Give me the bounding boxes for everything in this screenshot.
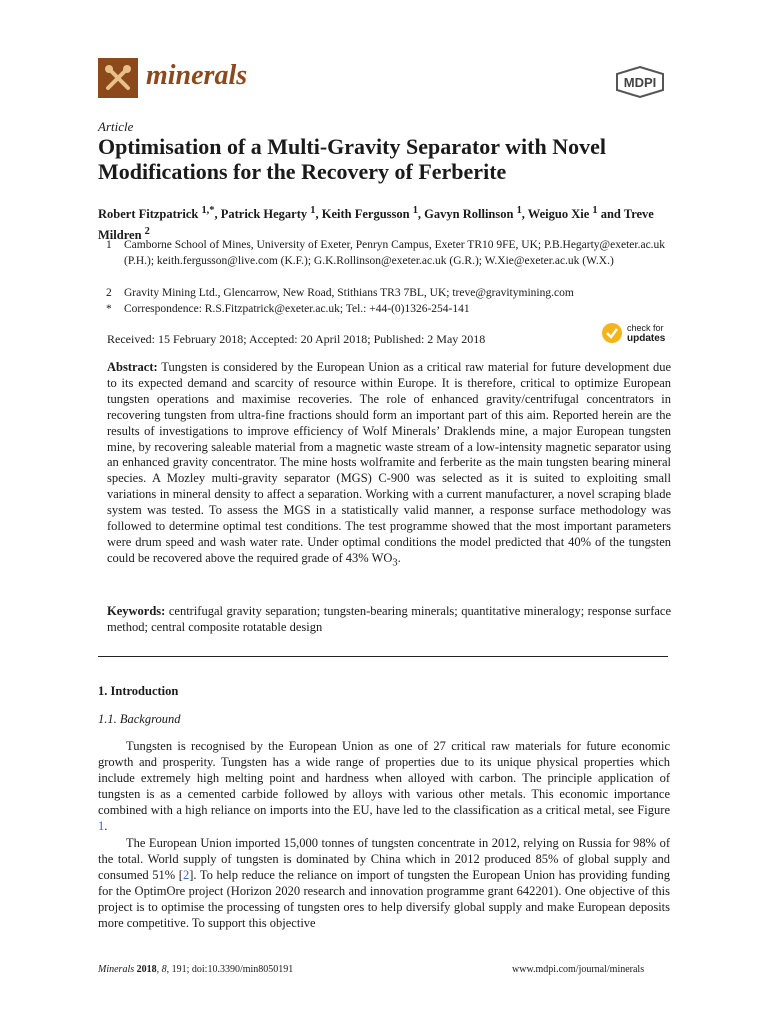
- article-type: Article: [98, 119, 134, 134]
- paragraph-text: The European Union imported 15,000 tonnes of tungsten concentrate in 2012, relying on Russia for 98% of the total. World supply of tungsten is dominated by China which in 2012 produced 85% of global supply and consumed 51% [: [98, 836, 670, 882]
- check-for-updates-button[interactable]: [602, 320, 672, 350]
- affiliation-mark: 1: [106, 239, 112, 251]
- affiliation-text: Camborne School of Mines, University of Exeter, Penryn Campus, Exeter TR10 9FE, UK; P.B.Hegarty@exeter.ac.uk (P.H.); keith.fergusson@live.com (K.F.); G.K.Rollinson@exeter.ac.uk (G.R.); W.Xie@exeter.ac.uk (W.X.): [124, 239, 666, 267]
- abstract-end: .: [397, 550, 401, 565]
- publication-dates: Received: 15 February 2018; Accepted: 20 April 2018; Published: 2 May 2018: [107, 332, 486, 346]
- author-affiliation-mark: 1: [310, 205, 316, 216]
- author-name: Patrick Hegarty: [220, 207, 308, 222]
- check-updates-icon: [602, 323, 622, 343]
- journal-url-link[interactable]: www.mdpi.com/journal/minerals: [512, 964, 645, 975]
- abstract-text: Tungsten is considered by the European Union as a critical raw material for future development due to its expected demand and scarcity of resource within Europe. It is therefore, critical to optimize European tungsten operations and maximise recoveries. The role of enhanced gravity/centrifugal concentrators in recovering tungsten from ultra-fine fractions should form an important part of this aim. Reported herein are the results of investigations to improve efficiency of Wolf Minerals’ Draklends mine, a major European tungsten mine, by recovering saleable material from a magnetic waste stream of a low-intensity magnetic separator using an enhanced gravity concentrator. The mine hosts wolframite and ferberite as the main tungsten bearing mineral species. A Mozley multi-gravity separator (MGS) C-900 was selected as it is suited to exploiting small variations in mineral density to affect a separation. Working with a current manufacturer, a novel scraping blade system was tested. To assess the MGS in a statistically valid manner, a response surface methodology was followed to determine optimal test conditions. The test programme showed that the most important parameters were drum speed and wash water rate. Under optimal conditions the model predicted that 40% of the tungsten could be recovered above the required grade of 43% WO: [107, 360, 672, 565]
- journal-logo-icon: [98, 58, 138, 98]
- author-list: Robert Fitzpatrick $^{1,*}$, Patrick Hegarty $^1$, Keith Fergusson $^1$, Gavyn Rollinson $^1$, Weiguo Xie $^1$ and Treve Mildren $^2$: [98, 205, 654, 243]
- subsection-heading: 1.1. Background: [98, 712, 181, 726]
- footer-volume: 8: [161, 964, 167, 975]
- mdpi-logo-text: MDPI: [623, 75, 657, 90]
- affiliation-text: Gravity Mining Ltd., Glencarrow, New Road, Stithians TR3 7BL, UK; treve@gravitymining.com: [124, 287, 574, 299]
- author-affiliation-mark: 1: [412, 205, 418, 216]
- check-updates-line1: check for: [627, 323, 664, 333]
- author-affiliation-mark: 1: [516, 205, 522, 216]
- author-name: Keith Fergusson: [321, 207, 410, 222]
- abstract: [107, 360, 671, 571]
- figure-link[interactable]: 1: [98, 819, 105, 833]
- correspondence-text: Correspondence: R.S.Fitzpatrick@exeter.ac.uk; Tel.: +44-(0)1326-254-141: [124, 303, 470, 315]
- author-affiliation-mark: 1,*: [201, 205, 215, 216]
- author-name: Weiguo Xie: [527, 207, 590, 222]
- footer-journal: Minerals: [98, 964, 135, 975]
- section-heading: 1. Introduction: [98, 684, 179, 698]
- author-affiliation-mark: 1: [592, 205, 598, 216]
- keywords-label: Keywords:: [107, 604, 166, 618]
- paper-title: Optimisation of a Multi-Gravity Separator with Novel Modifications for the Recovery of Ferberite: [98, 134, 606, 184]
- keywords: [107, 603, 671, 635]
- body-paragraph: [98, 738, 670, 834]
- body-paragraph: [98, 835, 670, 931]
- abstract-label: Abstract:: [107, 360, 158, 374]
- abstract-subscript: 3: [392, 557, 398, 569]
- mdpi-logo-icon: [614, 66, 666, 98]
- author-affiliation-mark: 2: [144, 226, 150, 238]
- correspondence-mark: *: [106, 303, 112, 315]
- footer-year: 2018: [136, 964, 157, 975]
- affiliation-item: [98, 238, 673, 269]
- citation-footer: Minerals 2018, 8, 191; doi:10.3390/min8050191: [98, 964, 294, 975]
- section-divider: [98, 656, 668, 657]
- keywords-text: centrifugal gravity separation; tungsten-bearing minerals; quantitative mineralogy; response surface method; central composite rotatable design: [107, 604, 672, 634]
- paragraph-text: .: [104, 819, 108, 833]
- author-name: Treve Mildren: [98, 207, 654, 243]
- affiliation-item: [98, 286, 673, 302]
- affiliation-mark: 2: [106, 287, 112, 299]
- citation-link[interactable]: 2: [182, 868, 190, 882]
- journal-name: minerals: [146, 60, 248, 91]
- author-name: Gavyn Rollinson: [424, 207, 514, 222]
- footer-doi: , 191; doi:10.3390/min8050191: [166, 964, 294, 975]
- paragraph-text: Tungsten is recognised by the European Union as one of 27 critical raw materials for future economic growth and prosperity. Tungsten has a wide range of properties due to its unique physical properties which include extremely high melting point and hardness when alloyed with carbon. The principle application of tungsten is as a cemented carbide followed by alloys with various other metals. This economic importance combined with a high reliance on imports into the EU, have led to the classification as a critical metal, see Figure: [98, 739, 670, 817]
- correspondence: [98, 302, 673, 318]
- paragraph-text: ]. To help reduce the reliance on import of tungsten the European Union has providing funding for the OptimOre project (Horizon 2020 research and innovation programme grant 642201). One objective of this project is to optimise the processing of tungsten ores to help diversify global supply and make European deposits more competitive. To support this objective: [98, 868, 670, 930]
- author-name: Robert Fitzpatrick: [98, 207, 199, 222]
- check-updates-line2: updates: [627, 333, 666, 344]
